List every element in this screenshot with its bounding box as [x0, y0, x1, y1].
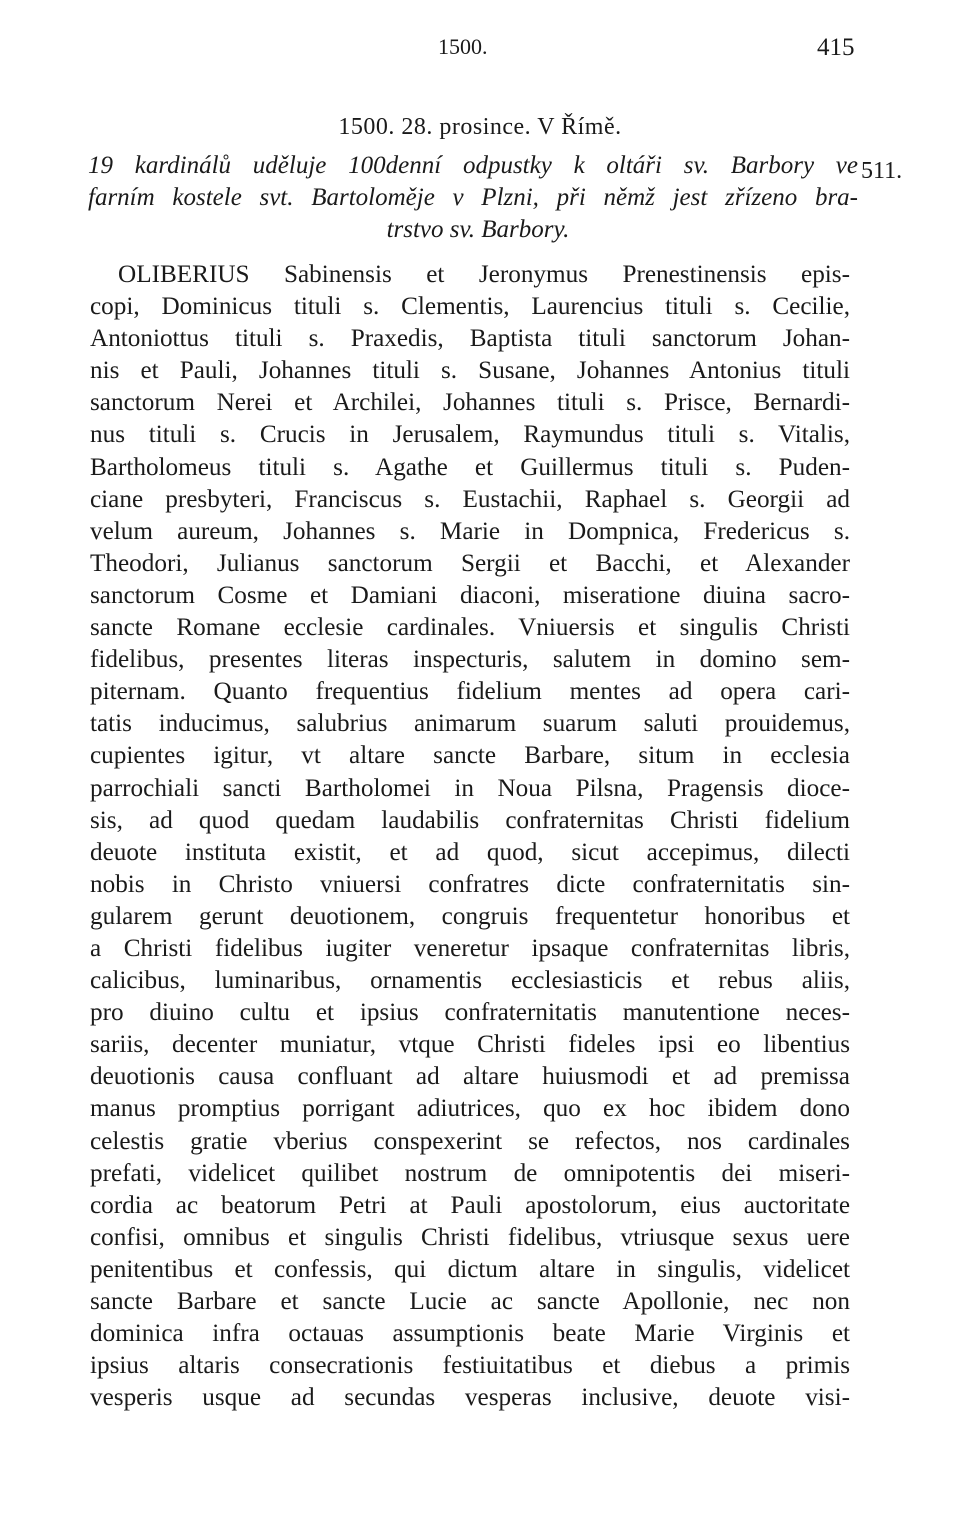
body-line: confisi, omnibus et singulis Christi fidelibus, vtriusque sexus uere — [90, 1223, 850, 1251]
body-line: OLIBERIUS Sabinensis et Jeronymus Prenestinensis epis- — [118, 261, 850, 288]
body-line: vesperis usque ad secundas vesperas inclusive, deuote visi- — [90, 1384, 850, 1412]
charter-date: 1500. 28. prosince. V Římě. — [338, 114, 622, 140]
body-line: penitentibus et confessis, qui dictum altare in singulis, videlicet — [90, 1255, 850, 1283]
body-line: sancte Romane ecclesie cardinales. Vniuersis et singulis Christi — [90, 614, 850, 642]
body-line: piternam. Quanto frequentius fidelium mentes ad opera cari- — [90, 678, 850, 706]
body-line: celestis gratie vberius conspexerint se refectos, nos cardinales — [90, 1127, 850, 1155]
regest-line: farním kostele svt. Bartoloměje v Plzni, při němž jest zřízeno bra- — [88, 184, 858, 211]
body-line: dominica infra octauas assumptionis beate Marie Virginis et — [90, 1320, 850, 1348]
body-line: manus promptius porrigant adiutrices, quo ex hoc ibidem dono — [90, 1095, 850, 1123]
running-head-year: 1500. — [438, 34, 488, 59]
page-number: 415 — [817, 34, 855, 61]
body-line: a Christi fidelibus iugiter veneretur ipsaque confraternitas libris, — [90, 934, 850, 962]
body-line: deuote instituta existit, et ad quod, sicut accepimus, dilecti — [90, 838, 850, 866]
regest-line: trstvo sv. Barbory. — [386, 216, 570, 243]
charter-number: 511. — [861, 158, 903, 184]
body-line: nobis in Christo vniuersi confratres dicte confraternitatis sin- — [90, 870, 850, 898]
body-line: sis, ad quod quedam laudabilis confraternitas Christi fidelium — [90, 806, 850, 834]
body-line: fidelibus, presentes literas inspecturis, salutem in domino sem- — [90, 646, 850, 674]
body-line: sariis, decenter muniatur, vtque Christi fideles ipsi eo libentius — [90, 1031, 850, 1059]
charter-body-text — [90, 259, 850, 1414]
body-line: calicibus, luminaribus, ornamentis ecclesiasticis et rebus aliis, — [90, 967, 850, 995]
body-line: deuotionis causa confluant ad altare huiusmodi et ad premissa — [90, 1063, 850, 1091]
body-line: tatis inducimus, salubrius animarum suarum saluti prouidemus, — [90, 710, 850, 738]
body-line: cupientes igitur, vt altare sancte Barbare, situm in ecclesia — [90, 742, 850, 770]
regest-summary — [88, 150, 858, 246]
body-line: ciane presbyteri, Franciscus s. Eustachii, Raphael s. Georgii ad — [90, 485, 850, 513]
body-line: Antoniottus tituli s. Praxedis, Baptista tituli sanctorum Johan- — [90, 325, 850, 353]
body-line: prefati, videlicet quilibet nostrum de omnipotentis dei miseri- — [90, 1159, 850, 1187]
body-line: parrochiali sancti Bartholomei in Noua Pilsna, Pragensis dioce- — [90, 774, 850, 802]
charter-date-line — [0, 114, 960, 141]
body-line: velum aureum, Johannes s. Marie in Dompnica, Fredericus s. — [90, 517, 850, 545]
body-line: copi, Dominicus tituli s. Clementis, Laurencius tituli s. Cecilie, — [90, 293, 850, 321]
body-line: sancte Barbare et sancte Lucie ac sancte Apollonie, nec non — [90, 1288, 850, 1315]
body-line: Bartholomeus tituli s. Agathe et Guillermus tituli s. Puden- — [90, 453, 850, 481]
running-head — [0, 34, 960, 64]
body-line: Theodori, Julianus sanctorum Sergii et Bacchi, et Alexander — [90, 549, 850, 577]
body-line: nus tituli s. Crucis in Jerusalem, Raymundus tituli s. Vitalis, — [90, 421, 850, 449]
body-line: sanctorum Nerei et Archilei, Johannes tituli s. Prisce, Bernardi- — [90, 389, 850, 417]
regest-line: 19 kardinálů uděluje 100denní odpustky k oltáři sv. Barbory ve — [88, 152, 858, 179]
body-line: gularem gerunt deuotionem, congruis frequentetur honoribus et — [90, 902, 850, 930]
body-line: cordia ac beatorum Petri at Pauli apostolorum, eius auctoritate — [90, 1191, 850, 1219]
body-line: ipsius altaris consecrationis festiuitatibus et diebus a primis — [90, 1352, 850, 1380]
body-line: sanctorum Cosme et Damiani diaconi, miseratione diuina sacro- — [90, 581, 850, 609]
body-line: nis et Pauli, Johannes tituli s. Susane, Johannes Antonius tituli — [90, 357, 850, 385]
body-line: pro diuino cultu et ipsius confraternitatis manutentione neces- — [90, 999, 850, 1027]
